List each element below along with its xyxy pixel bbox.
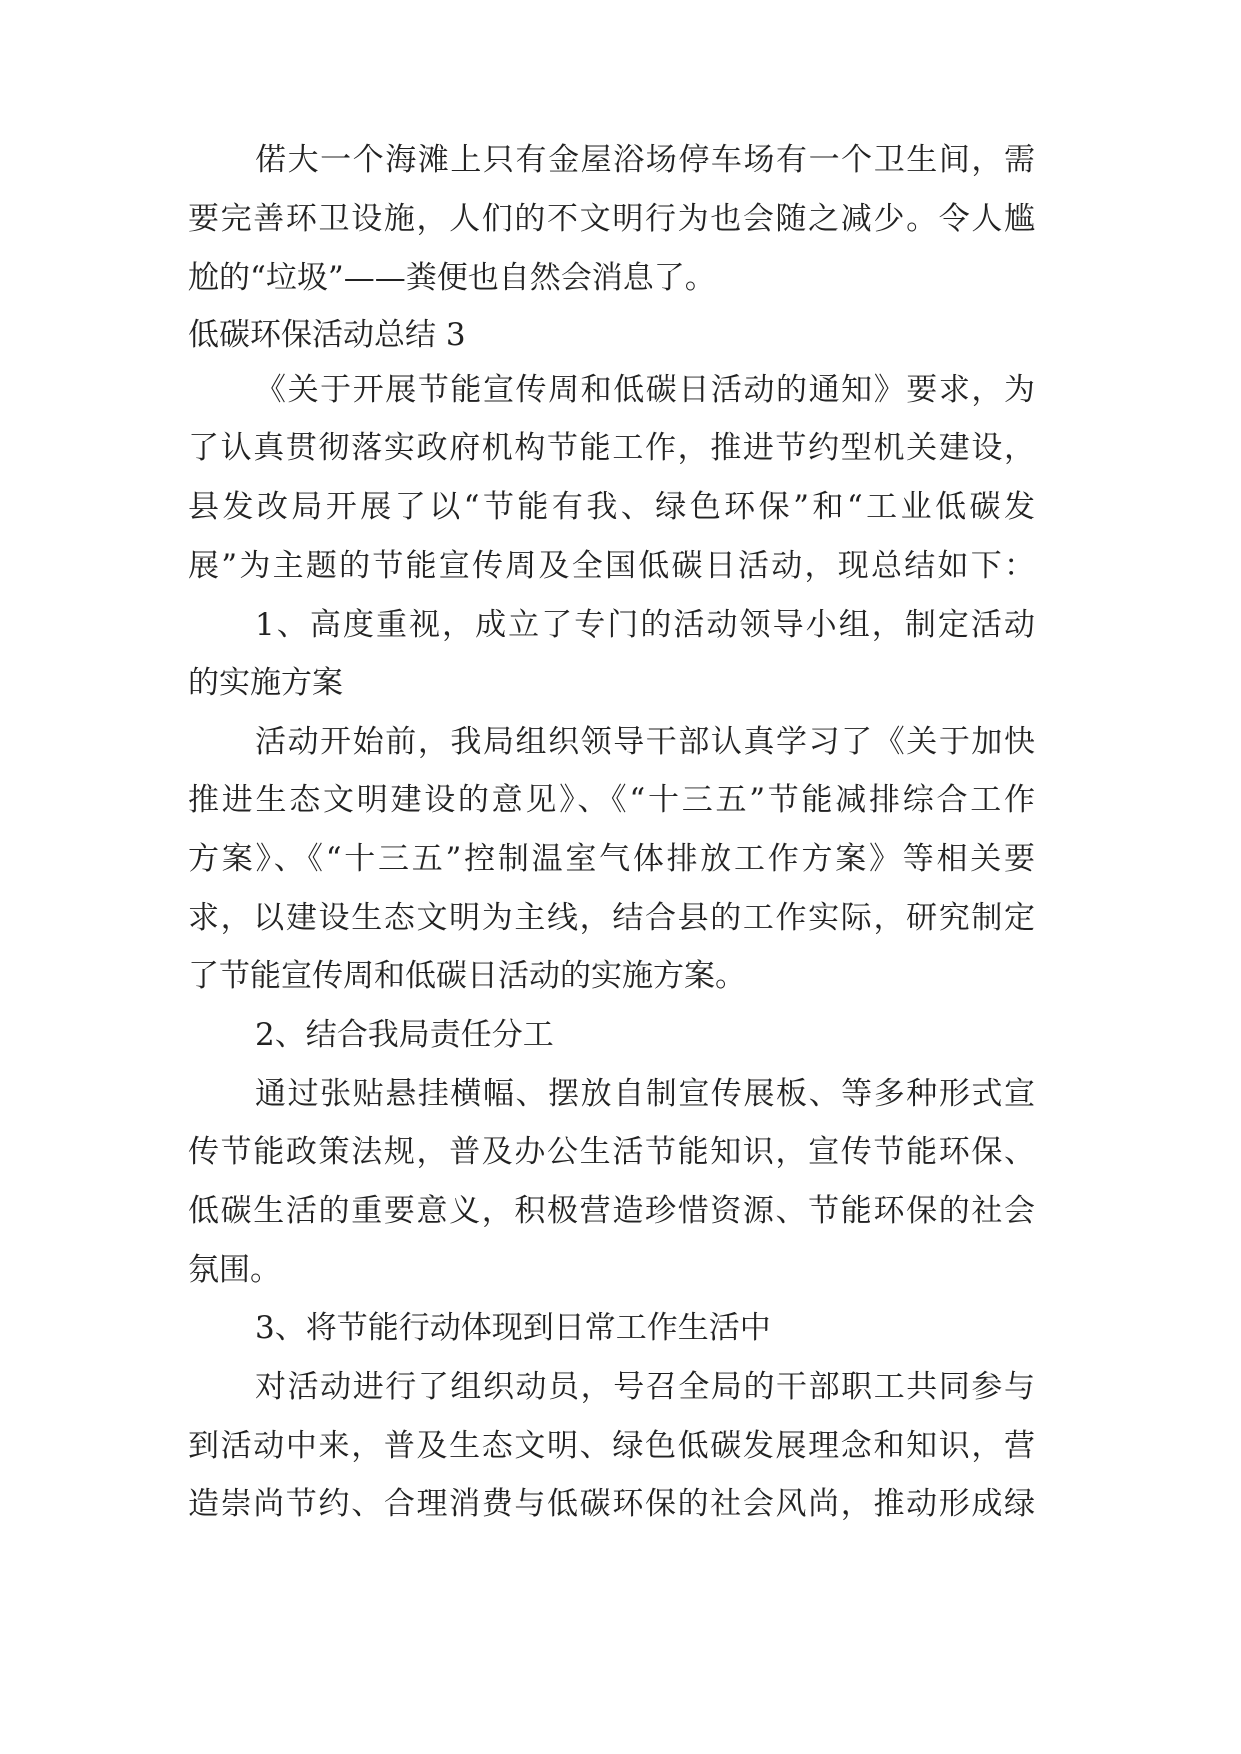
text-line: 对活动进行了组织动员，号召全局的干部职工共同参与 (255, 1369, 1037, 1405)
text-line: 的实施方案 (188, 665, 343, 701)
text-line: 传节能政策法规，普及办公生活节能知识，宣传节能环保、 (188, 1134, 1037, 1170)
text-line: 偌大一个海滩上只有金屋浴场停车场有一个卫生间，需 (255, 142, 1037, 178)
text-line: 求，以建设生态文明为主线，结合县的工作实际，研究制定 (188, 900, 1037, 936)
text-line: 要完善环卫设施，人们的不文明行为也会随之减少。令人尴 (188, 201, 1037, 237)
text-line: 县发改局开展了以“节能有我、绿色环保”和“工业低碳发 (188, 489, 1039, 525)
text-line: 《关于开展节能宣传周和低碳日活动的通知》要求，为 (255, 372, 1037, 408)
text-line: 2、结合我局责任分工 (255, 1017, 554, 1053)
text-line: 氛围。 (188, 1252, 281, 1288)
section-heading: 低碳环保活动总结 3 (188, 317, 466, 353)
text-line: 了节能宣传周和低碳日活动的实施方案。 (188, 958, 746, 994)
text-line: 1、高度重视，成立了专门的活动领导小组，制定活动 (255, 607, 1038, 643)
text-line: 造崇尚节约、合理消费与低碳环保的社会风尚，推动形成绿 (188, 1486, 1037, 1522)
text-line: 3、将节能行动体现到日常工作生活中 (255, 1310, 771, 1346)
text-line: 方案》、《“十三五”控制温室气体排放工作方案》等相关要 (188, 841, 1038, 877)
text-line: 通过张贴悬挂横幅、摆放自制宣传展板、等多种形式宣 (255, 1076, 1037, 1112)
text-line: 了认真贯彻落实政府机构节能工作，推进节约型机关建设， (188, 430, 1037, 466)
text-line: 尬的“垃圾”——粪便也自然会消息了。 (188, 260, 716, 296)
text-line: 到活动中来，普及生态文明、绿色低碳发展理念和知识，营 (188, 1428, 1037, 1464)
text-line: 展”为主题的节能宣传周及全国低碳日活动，现总结如下： (188, 548, 1038, 584)
text-line: 活动开始前，我局组织领导干部认真学习了《关于加快 (255, 724, 1037, 760)
text-line: 低碳生活的重要意义，积极营造珍惜资源、节能环保的社会 (188, 1193, 1037, 1229)
text-line: 推进生态文明建设的意见》、《“十三五”节能减排综合工作 (188, 782, 1038, 818)
